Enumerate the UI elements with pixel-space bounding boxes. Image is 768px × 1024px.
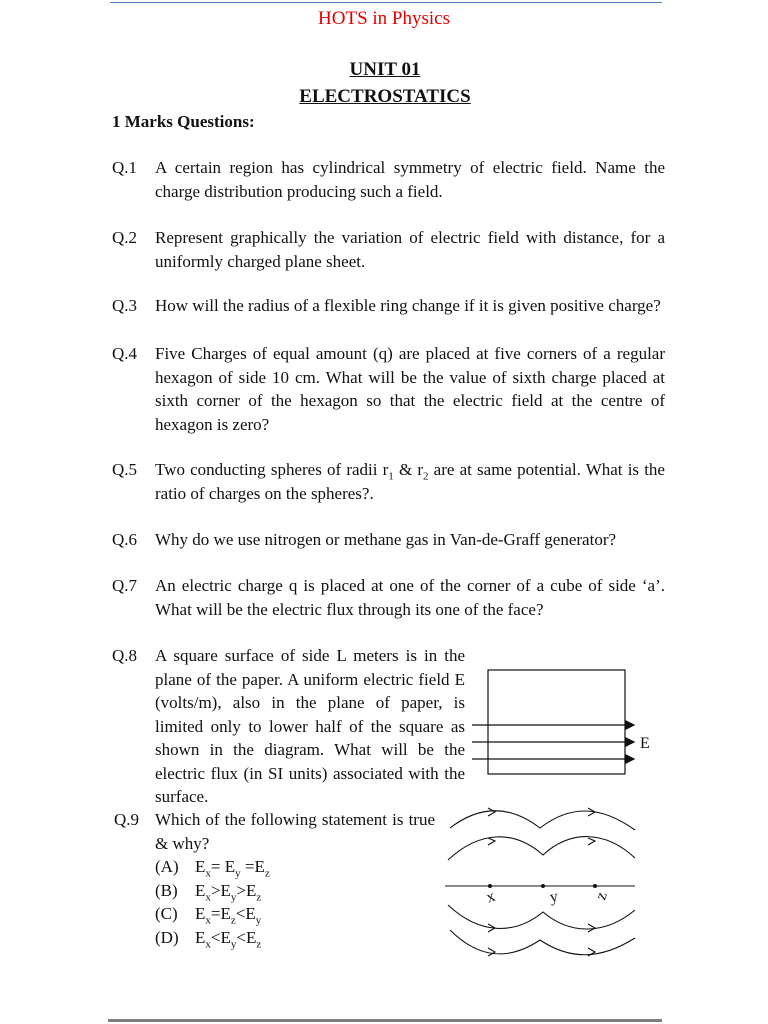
question-text: Which of the following statement is true & why? (A) $E_x= E_y =E_z$ (B) $E_x>E_y>E_z$ (C) $E_x=E_z<E_y$ (D) $E_x<E_y<E_z$ — [155, 810, 435, 950]
page-header: HOTS in Physics — [318, 8, 450, 29]
question-text: Represent graphically the variation of electric field with distance, for a uniformly charged plane sheet. — [155, 228, 665, 271]
label-z: z — [592, 889, 611, 903]
point-y — [541, 884, 545, 888]
arrow-head — [626, 755, 634, 763]
chapter-title: ELECTROSTATICS — [299, 86, 471, 107]
field-curve — [448, 905, 635, 929]
label-x: x — [484, 887, 498, 907]
field-curve — [450, 811, 635, 830]
question-number: Q.6 — [112, 530, 138, 549]
arrow-head — [488, 808, 495, 816]
arrow-head — [626, 721, 634, 729]
bottom-rule — [108, 1019, 662, 1022]
question-text: A certain region has cylindrical symmetry of electric field. Name the charge distribution producing such a field. — [155, 158, 665, 201]
question-number: Q.1 — [112, 158, 138, 177]
field-curve — [448, 837, 635, 860]
section-title: 1 Marks Questions: — [112, 112, 255, 131]
question-text: Why do we use nitrogen or methane gas in Van-de-Graff generator? — [155, 530, 617, 549]
top-rule — [110, 2, 662, 3]
q8-field-diagram — [470, 668, 660, 788]
question-number: Q.9 — [114, 810, 140, 829]
question-text: A square surface of side L meters is in the plane of the paper. A uniform electric field E (volts/m), also in the plane of paper, is limited only to lower half of the square as shown in the diagram. What will be the electric flux (in SI units) associated with the surface. — [155, 646, 465, 806]
question-number: Q.5 — [112, 460, 138, 479]
question-number: Q.2 — [112, 228, 138, 247]
q9-field-lines-diagram — [440, 800, 640, 970]
option-d: (D) $E_x<E_y<E_z$ — [155, 927, 262, 950]
question-text: An electric charge q is placed at one of the corner of a cube of side ‘a’. What will be the electric flux through its one of the face? — [155, 576, 665, 619]
question-text: How will the radius of a flexible ring change if it is given positive charge? — [155, 296, 661, 315]
arrow-head — [588, 838, 595, 845]
unit-number: UNIT 01 — [349, 59, 421, 80]
question-number: Q.4 — [112, 344, 138, 363]
arrow-head — [488, 948, 495, 956]
question-number: Q.7 — [112, 576, 138, 595]
question-text: Five Charges of equal amount (q) are placed at five corners of a regular hexagon of side 10 cm. What will be the value of sixth charge placed at sixth corner of the hexagon so that the electric field at the centre of hexagon is zero? — [155, 344, 665, 434]
arrow-head — [588, 808, 595, 816]
field-curve — [450, 930, 635, 955]
point-z — [593, 884, 597, 888]
option-b: (B) $E_x>E_y>E_z$ — [155, 880, 262, 903]
arrow-head — [626, 738, 634, 746]
arrow-head — [488, 838, 495, 845]
option-c: (C) $E_x=E_z<E_y$ — [155, 904, 262, 927]
question-text: Two conducting spheres of radii $r_1$ & $r_2$ are at same potential. What is the ratio of charges on the spheres?. — [155, 460, 665, 503]
arrow-head — [588, 924, 595, 932]
field-label: E — [640, 735, 650, 752]
question-number: Q.8 — [112, 646, 138, 665]
question-number: Q.3 — [112, 296, 138, 315]
option-a: (A) $E_x= E_y =E_z$ — [155, 857, 270, 880]
label-y: y — [548, 888, 560, 907]
